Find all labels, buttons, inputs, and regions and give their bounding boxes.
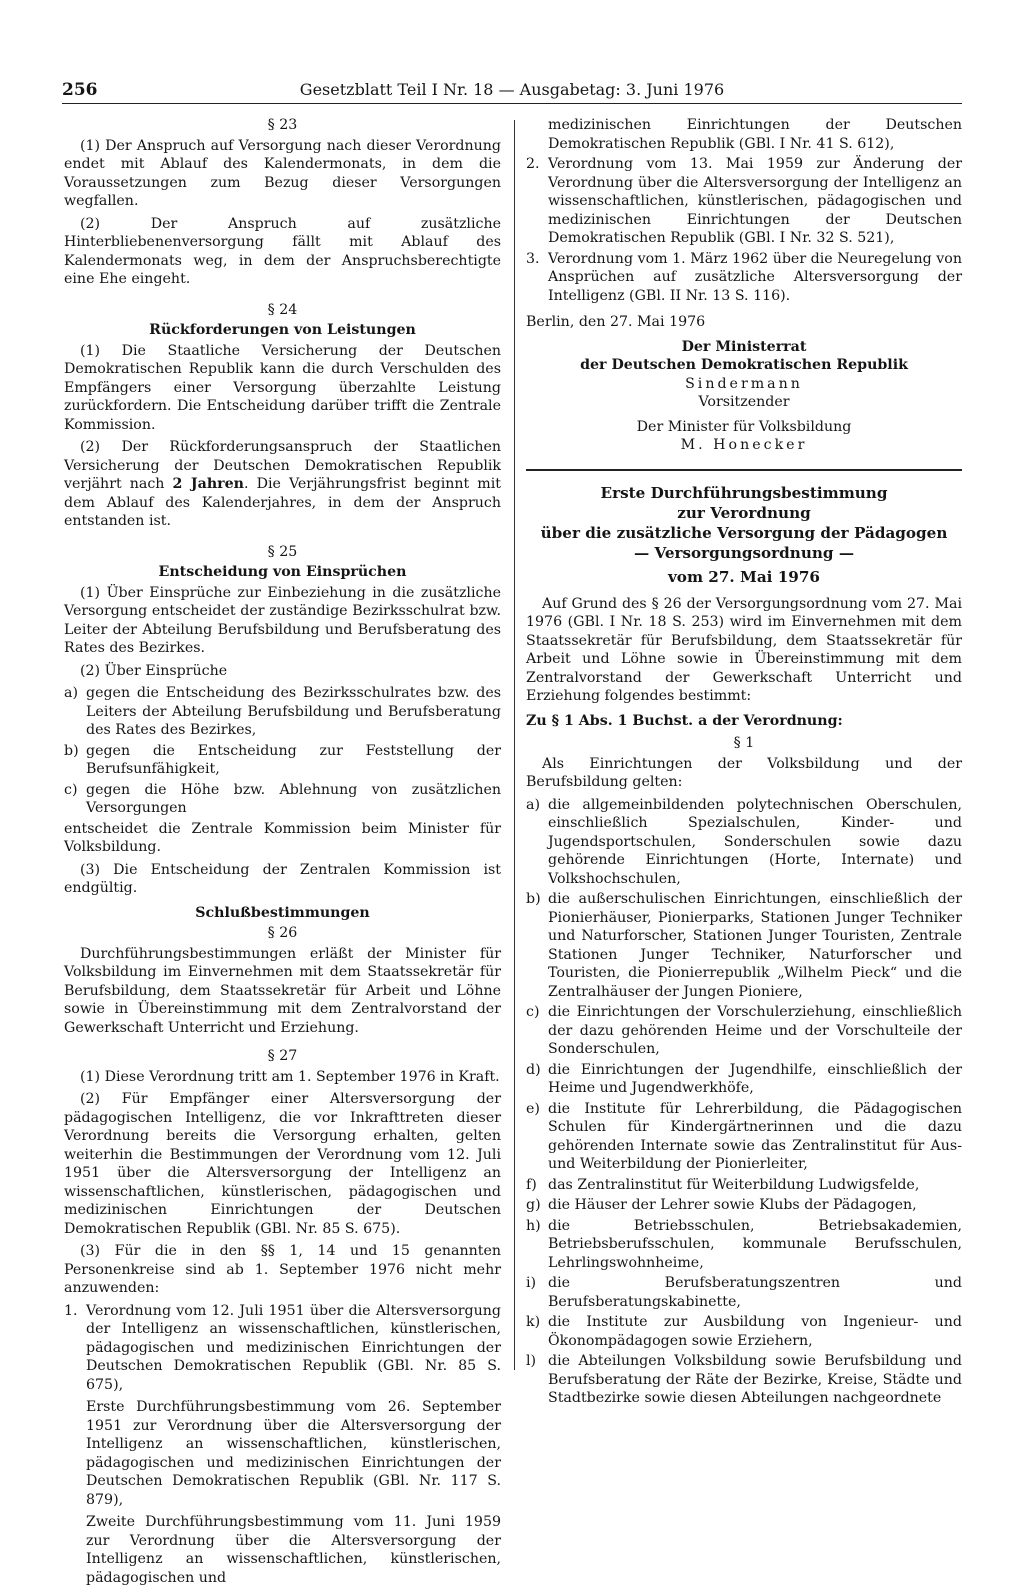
- paragraph: (1) Die Staatliche Versicherung der Deutschen Demokratischen Republik kann die durch Verschulden des Empfängers einer Versorgung überzahlte Leistung zurückfordern. Die Entscheidung darüber trifft die Zentrale Kommission.: [64, 342, 501, 433]
- list-label: g): [526, 1197, 541, 1213]
- signatory-role: Vorsitzender: [698, 394, 790, 410]
- list-label: 2.: [526, 156, 540, 172]
- signatory-name: M. Honecker: [680, 437, 808, 453]
- list-label: a): [526, 796, 540, 813]
- page-number: 256: [62, 80, 98, 100]
- paragraph: (3) Für die in den §§ 1, 14 und 15 genannten Personenkreise sind ab 1. September 1976 nicht mehr anzuwenden:: [64, 1243, 501, 1296]
- list-text: gegen die Höhe bzw. Ablehnung von zusätzlichen Versorgungen: [86, 781, 501, 816]
- paragraph: (2) Über Einsprüche: [80, 662, 228, 679]
- list-item: [526, 1003, 962, 1059]
- list-item: [526, 1313, 962, 1350]
- list-item: [526, 890, 962, 1001]
- list-label: e): [526, 1100, 540, 1117]
- paragraph: (2) Der Anspruch auf zusätzliche Hinterbliebenenversorgung fällt mit Ablauf des Kalendermonats weg, in dem der Anspruchsberechtigte eine Ehe eingeht.: [64, 215, 501, 287]
- list-item: [526, 1061, 962, 1098]
- document-title: zur Verordnung: [677, 503, 811, 522]
- left-column: [64, 116, 501, 1593]
- section-number: § 23: [267, 117, 298, 133]
- paragraph: Durchführungsbestimmungen erläßt der Minister für Volksbildung im Einvernehmen mit dem Staatssekretär für Berufsbildung, dem Staatssekretär für Arbeit und Löhne sowie in Übereinstimmung mit dem Zentralvorstand der Gewerkschaft Unterricht und Erziehung.: [64, 945, 501, 1036]
- list-text: die allgemeinbildenden polytechnischen Oberschulen, einschließlich Spezialschulen, Kinder- und Jugendsportschulen, Sonderschulen sowie dazu gehörende Einrichtungen (Horte, Internate) und Volkshochschulen,: [548, 796, 962, 887]
- list-item: [64, 781, 501, 818]
- signature-body: Der Ministerrat: [681, 338, 807, 355]
- section-title: Schlußbestimmungen: [195, 904, 370, 921]
- paragraph: (1) Diese Verordnung tritt am 1. September 1976 in Kraft.: [80, 1068, 500, 1085]
- list-item: [526, 1100, 962, 1174]
- paragraph: (3) Die Entscheidung der Zentralen Kommission ist endgültig.: [64, 861, 501, 896]
- section-number: § 25: [267, 543, 298, 560]
- list-text: Verordnung vom 13. Mai 1959 zur Änderung der Verordnung über die Altersversorgung der Intelligenz an wissenschaftlichen, künstlerischen, pädagogischen und medizinischen Einrichtungen der Deutschen Demokratischen Republik (GBl. I Nr. 32 S. 521),: [548, 156, 962, 246]
- list-label: k): [526, 1314, 541, 1330]
- section-number: § 26: [267, 925, 298, 941]
- list-text: die Abteilungen Volksbildung sowie Berufsbildung und Berufsberatung der Räte der Bezirke, Kreise, Städte und Stadtbezirke sowie diesen Abteilungen nachgeordnete: [548, 1353, 962, 1406]
- document-title: über die zusätzliche Versorgung der Pädagogen: [540, 523, 948, 542]
- list-label: 1.: [64, 1302, 78, 1319]
- list-text: gegen die Entscheidung des Bezirksschulrates bzw. des Leiters der Abteilung Berufsbildung und Berufsberatung des Rates des Bezirkes,: [86, 685, 501, 738]
- paragraph-text: (2) Der Rückforderungsanspruch der Staatlichen Versicherung der Deutschen Demokratischen Republik verjährt nach: [64, 439, 501, 492]
- list-label: a): [64, 685, 78, 701]
- list-text: die Einrichtungen der Vorschulerziehung, einschließlich der dazu gehörenden Heime und der Vorschulteile der Sonderschulen,: [548, 1004, 962, 1057]
- list-item: [526, 1217, 962, 1273]
- section-number: § 24: [267, 301, 298, 318]
- list-item: [526, 1176, 962, 1195]
- signature-body: der Deutschen Demokratischen Republik: [580, 357, 908, 373]
- list-item: [64, 742, 501, 779]
- list-item: [526, 796, 962, 889]
- list-text: [86, 1302, 501, 1592]
- column-divider: [514, 120, 515, 1370]
- list-text: das Zentralinstitut für Weiterbildung Ludwigsfelde,: [548, 1176, 920, 1193]
- document-date: vom 27. Mai 1976: [667, 567, 820, 586]
- paragraph: entscheidet die Zentrale Kommission beim Minister für Volksbildung.: [64, 820, 501, 855]
- reference-heading: Zu § 1 Abs. 1 Buchst. a der Verordnung:: [526, 712, 843, 729]
- list-text: Verordnung vom 1. März 1962 über die Neuregelung von Ansprüchen auf zusätzliche Altersversorgung der Intelligenz (GBl. II Nr. 13 S. 116).: [548, 250, 962, 304]
- section-title: Rückforderungen von Leistungen: [149, 322, 416, 338]
- paragraph: (1) Der Anspruch auf Versorgung nach dieser Verordnung endet mit Ablauf des Kalendermonats, in dem die Voraussetzungen zum Bezug dieser Versorgungen wegfallen.: [64, 137, 501, 209]
- paragraph: (1) Über Einsprüche zur Einbeziehung in die zusätzliche Versorgung entscheidet der zuständige Bezirksschulrat bzw. Leiter der Abteilung Berufsbildung und Berufsberatung des Rates des Bezirkes.: [64, 584, 501, 656]
- list-text: die Betriebsschulen, Betriebsakademien, Betriebsberufsschulen, kommunale Berufsschulen, Lehrlingswohnheime,: [548, 1217, 962, 1271]
- paragraph: Erste Durchführungsbestimmung vom 26. September 1951 zur Verordnung über die Altersversorgung der Intelligenz an wissenschaftlichen, künstlerischen, pädagogischen und medizinischen Einrichtungen der Deutschen Demokratischen Republik (GBl. Nr. 117 S. 879),: [86, 1399, 501, 1508]
- paragraph: Zweite Durchführungsbestimmung vom 11. Juni 1959 zur Verordnung über die Altersversorgung der Intelligenz an wissenschaftlichen, künstlerischen, pädagogischen und: [86, 1514, 501, 1586]
- list-label: 3.: [526, 250, 540, 267]
- document-title: Erste Durchführungsbestimmung: [600, 483, 888, 502]
- signature-block: [526, 338, 962, 455]
- list-label: b): [64, 742, 79, 759]
- page-header: [62, 80, 962, 104]
- list-label: c): [526, 1004, 540, 1020]
- list-item: [526, 155, 962, 248]
- list-text: die Institute für Lehrerbildung, die Pädagogischen Schulen für Kindergärtnerinnen und die dazu gehörenden Internate sowie das Zentralinstitut für Aus- und Weiterbildung der Pionierleiter,: [548, 1100, 962, 1172]
- running-title: Gesetzblatt Teil I Nr. 18 — Ausgabetag: 3. Juni 1976: [299, 80, 725, 99]
- list-text: die Einrichtungen der Jugendhilfe, einschließlich der Heime und Jugendwerkhöfe,: [548, 1061, 962, 1096]
- section-title: Entscheidung von Einsprüchen: [158, 564, 407, 580]
- list-label: d): [526, 1061, 541, 1078]
- header-rule: [62, 103, 962, 104]
- section-number: § 1: [733, 735, 755, 751]
- section-number: § 27: [267, 1048, 298, 1064]
- emphasis: 2 Jahren: [172, 476, 244, 492]
- place-date: Berlin, den 27. Mai 1976: [526, 314, 706, 330]
- paragraph: Verordnung vom 12. Juli 1951 über die Altersversorgung der Intelligenz an wissenschaftlichen, künstlerischen, pädagogischen und medizinischen Einrichtungen der Deutschen Demokratischen Republik (GBl. Nr. 85 S. 675),: [86, 1302, 501, 1393]
- list-item: [526, 1352, 962, 1408]
- list-label: i): [526, 1275, 537, 1291]
- list-label: f): [526, 1176, 537, 1193]
- section-divider: [526, 469, 962, 471]
- list-item: [64, 1302, 501, 1592]
- list-text: die Häuser der Lehrer sowie Klubs der Pädagogen,: [548, 1197, 917, 1213]
- list-text: medizinischen Einrichtungen der Deutschen Demokratischen Republik (GBl. I Nr. 41 S. 612),: [548, 117, 962, 152]
- list-text: die außerschulischen Einrichtungen, einschließlich der Pionierhäuser, Pionierparks, Stationen Junger Techniker und Naturforscher, Stationen Junger Touristen, Zentrale Stationen Junger Techniker, Naturforscher und Touristen, die Pionierrepublik „Wilhelm Pieck“ und die Zentralhäuser der Jungen Pioniere,: [548, 891, 962, 1000]
- document-title: — Versorgungsordnung —: [633, 543, 855, 562]
- paragraph-text: . Die Verjährungsfrist beginnt mit dem Ablauf des Kalenderjahres, in dem der Anspruch entstanden ist.: [64, 476, 501, 529]
- list-text: die Berufsberatungszentren und Berufsberatungskabinette,: [548, 1275, 962, 1310]
- list-item: [526, 1274, 962, 1311]
- list-label: l): [526, 1353, 537, 1369]
- signatory-name: Sindermann: [685, 375, 803, 392]
- paragraph: [64, 438, 501, 531]
- list-item: [526, 116, 962, 153]
- paragraph: (2) Für Empfänger einer Altersversorgung der pädagogischen Intelligenz, die vor Inkrafttreten dieser Verordnung bereits die Versorgung erhalten, gelten weiterhin die Bestimmungen der Verordnung vom 12. Juli 1951 über die Altersversorgung der Intelligenz an wissenschaftlichen, künstlerischen, pädagogischen und medizinischen Einrichtungen der Deutschen Demokratischen Republik (GBl. Nr. 85 S. 675).: [64, 1091, 501, 1237]
- list-item: [64, 684, 501, 740]
- list-item: [526, 1196, 962, 1215]
- list-label: h): [526, 1217, 541, 1234]
- right-column: [526, 116, 962, 1410]
- list-item: [526, 250, 962, 306]
- list-text: gegen die Entscheidung zur Feststellung der Berufsunfähigkeit,: [86, 742, 501, 777]
- paragraph: Als Einrichtungen der Volksbildung und der Berufsbildung gelten:: [526, 755, 962, 790]
- preamble: Auf Grund des § 26 der Versorgungsordnung vom 27. Mai 1976 (GBl. I Nr. 18 S. 253) wird im Einvernehmen mit dem Staatssekretär für Berufsbildung, dem Staatssekretär für Arbeit und Löhne sowie in Übereinstimmung mit dem Zentralvorstand der Gewerkschaft Unterricht und Erziehung folgendes bestimmt:: [526, 595, 962, 704]
- list-label: b): [526, 891, 541, 907]
- list-label: c): [64, 781, 78, 798]
- list-text: die Institute zur Ausbildung von Ingenieur- und Ökonompädagogen sowie Erziehern,: [548, 1314, 962, 1349]
- signatory-role: Der Minister für Volksbildung: [636, 418, 852, 435]
